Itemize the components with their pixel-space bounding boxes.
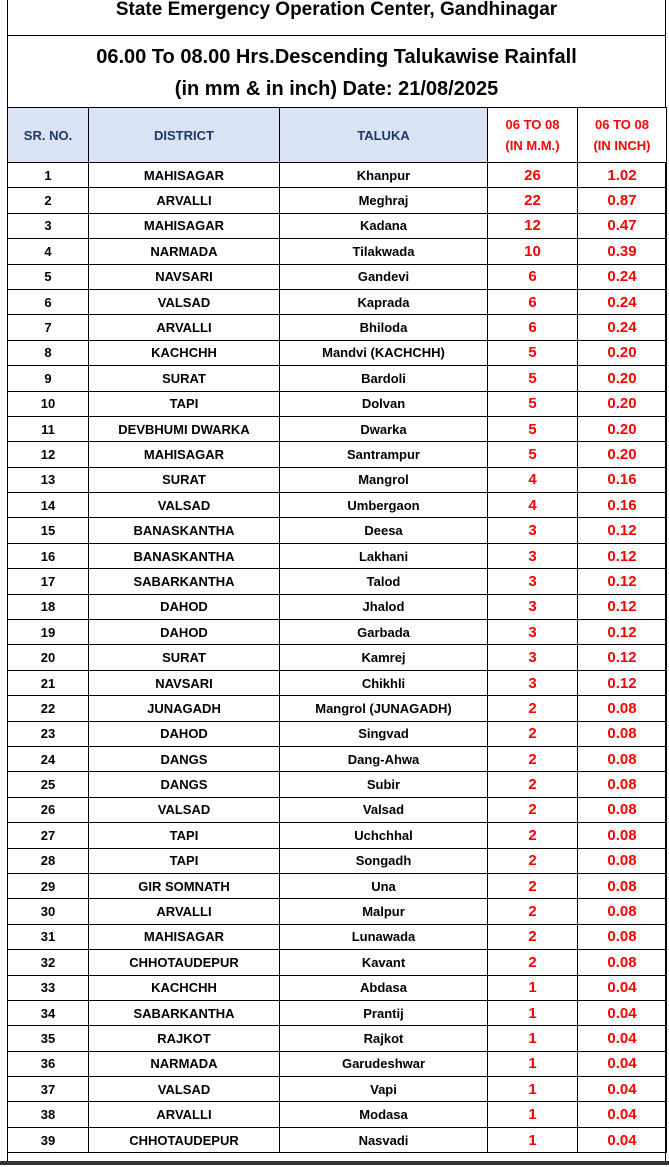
table-row <box>8 340 667 365</box>
cell-district: RAJKOT <box>89 1026 280 1051</box>
cell-rain-mm: 3 <box>488 670 578 695</box>
cell-rain-inch: 0.12 <box>578 518 667 543</box>
cell-sr-no: 8 <box>8 340 89 365</box>
cell-sr-no: 37 <box>8 1077 89 1102</box>
cell-taluka: Lakhani <box>280 543 488 568</box>
cell-sr-no: 17 <box>8 569 89 594</box>
cell-taluka: Garbada <box>280 620 488 645</box>
table-row <box>8 315 667 340</box>
cell-taluka: Valsad <box>280 797 488 822</box>
cell-rain-inch: 0.12 <box>578 670 667 695</box>
table-row <box>8 289 667 314</box>
cell-district: SURAT <box>89 467 280 492</box>
cell-rain-inch: 0.04 <box>578 1127 667 1152</box>
table-row <box>8 873 667 898</box>
cell-rain-inch: 0.12 <box>578 620 667 645</box>
cell-rain-mm: 2 <box>488 797 578 822</box>
table-row <box>8 746 667 771</box>
cell-rain-inch: 0.08 <box>578 746 667 771</box>
cell-rain-inch: 0.87 <box>578 188 667 213</box>
cell-taluka: Rajkot <box>280 1026 488 1051</box>
cell-sr-no: 9 <box>8 366 89 391</box>
cell-taluka: Malpur <box>280 899 488 924</box>
cell-sr-no: 25 <box>8 772 89 797</box>
table-row <box>8 924 667 949</box>
table-row <box>8 1102 667 1127</box>
cell-rain-mm: 2 <box>488 924 578 949</box>
table-row <box>8 721 667 746</box>
cell-taluka: Prantij <box>280 1000 488 1025</box>
cell-rain-inch: 0.04 <box>578 1026 667 1051</box>
cell-sr-no: 20 <box>8 645 89 670</box>
cell-rain-mm: 3 <box>488 594 578 619</box>
cell-sr-no: 21 <box>8 670 89 695</box>
cell-district: BANASKANTHA <box>89 543 280 568</box>
cell-taluka: Meghraj <box>280 188 488 213</box>
cell-taluka: Singvad <box>280 721 488 746</box>
cell-taluka: Songadh <box>280 848 488 873</box>
cell-sr-no: 23 <box>8 721 89 746</box>
cell-rain-inch: 0.20 <box>578 442 667 467</box>
cell-rain-inch: 0.08 <box>578 823 667 848</box>
cell-taluka: Abdasa <box>280 975 488 1000</box>
header-row <box>8 108 667 163</box>
cell-taluka: Bardoli <box>280 366 488 391</box>
table-row <box>8 645 667 670</box>
col-header-mm-line1: 06 TO 08 <box>505 117 560 132</box>
cell-sr-no: 7 <box>8 315 89 340</box>
cell-sr-no: 11 <box>8 416 89 441</box>
cell-rain-mm: 1 <box>488 975 578 1000</box>
report-title-line2: (in mm & in inch) Date: 21/08/2025 <box>174 78 499 100</box>
cell-rain-mm: 2 <box>488 721 578 746</box>
cell-district: SURAT <box>89 366 280 391</box>
cell-rain-inch: 0.04 <box>578 1102 667 1127</box>
cell-district: TAPI <box>89 848 280 873</box>
cell-taluka: Kamrej <box>280 645 488 670</box>
cell-district: ARVALLI <box>89 899 280 924</box>
cell-taluka: Bhiloda <box>280 315 488 340</box>
cell-rain-mm: 3 <box>488 518 578 543</box>
cell-taluka: Kadana <box>280 213 488 238</box>
cell-rain-mm: 4 <box>488 493 578 518</box>
cell-sr-no: 32 <box>8 950 89 975</box>
table-row <box>8 1026 667 1051</box>
cell-taluka: Chikhli <box>280 670 488 695</box>
cell-rain-inch: 0.08 <box>578 721 667 746</box>
cell-sr-no: 19 <box>8 620 89 645</box>
table-row <box>8 620 667 645</box>
cell-taluka: Jhalod <box>280 594 488 619</box>
table-row <box>8 416 667 441</box>
cell-rain-inch: 0.20 <box>578 340 667 365</box>
table-row <box>8 670 667 695</box>
table-row <box>8 163 667 188</box>
cell-district: BANASKANTHA <box>89 518 280 543</box>
cell-rain-mm: 1 <box>488 1000 578 1025</box>
cell-district: VALSAD <box>89 289 280 314</box>
table-row <box>8 543 667 568</box>
cell-sr-no: 4 <box>8 239 89 264</box>
cell-district: VALSAD <box>89 797 280 822</box>
cell-district: DAHOD <box>89 721 280 746</box>
cell-district: VALSAD <box>89 493 280 518</box>
cell-district: DAHOD <box>89 594 280 619</box>
col-header-inch <box>578 108 667 163</box>
table-row <box>8 518 667 543</box>
cell-sr-no: 33 <box>8 975 89 1000</box>
cell-taluka: Subir <box>280 772 488 797</box>
cell-district: SABARKANTHA <box>89 1000 280 1025</box>
cell-taluka: Lunawada <box>280 924 488 949</box>
table-row <box>8 1000 667 1025</box>
cell-rain-mm: 3 <box>488 645 578 670</box>
cell-rain-mm: 5 <box>488 416 578 441</box>
cell-rain-mm: 5 <box>488 340 578 365</box>
table-row <box>8 950 667 975</box>
cell-district: ARVALLI <box>89 1102 280 1127</box>
report-title <box>7 36 666 108</box>
col-header-mm <box>488 108 578 163</box>
cell-rain-inch: 0.08 <box>578 696 667 721</box>
col-header-district: DISTRICT <box>89 108 280 163</box>
cell-taluka: Nasvadi <box>280 1127 488 1152</box>
cell-rain-mm: 6 <box>488 315 578 340</box>
cell-sr-no: 22 <box>8 696 89 721</box>
cell-district: TAPI <box>89 391 280 416</box>
cell-district: DANGS <box>89 746 280 771</box>
cell-sr-no: 5 <box>8 264 89 289</box>
org-title <box>7 0 666 36</box>
table-row <box>8 848 667 873</box>
cell-taluka: Santrampur <box>280 442 488 467</box>
cell-sr-no: 28 <box>8 848 89 873</box>
cell-rain-mm: 5 <box>488 442 578 467</box>
cell-rain-inch: 0.04 <box>578 1051 667 1076</box>
cell-rain-mm: 2 <box>488 950 578 975</box>
cell-rain-mm: 10 <box>488 239 578 264</box>
col-header-sr-no: SR. NO. <box>8 108 89 163</box>
cell-district: JUNAGADH <box>89 696 280 721</box>
cell-sr-no: 12 <box>8 442 89 467</box>
cell-rain-inch: 0.04 <box>578 1000 667 1025</box>
cell-sr-no: 34 <box>8 1000 89 1025</box>
cell-rain-mm: 2 <box>488 772 578 797</box>
cell-taluka: Dolvan <box>280 391 488 416</box>
cell-taluka: Uchchhal <box>280 823 488 848</box>
cell-district: MAHISAGAR <box>89 442 280 467</box>
table-row <box>8 696 667 721</box>
cell-sr-no: 15 <box>8 518 89 543</box>
cell-rain-inch: 0.08 <box>578 924 667 949</box>
cell-taluka: Mandvi (KACHCHH) <box>280 340 488 365</box>
cell-rain-mm: 2 <box>488 873 578 898</box>
cell-rain-mm: 2 <box>488 848 578 873</box>
col-header-inch-line2: (IN INCH) <box>593 138 651 153</box>
col-header-mm-line2: (IN M.M.) <box>505 138 560 153</box>
cell-rain-inch: 0.39 <box>578 239 667 264</box>
org-title-text: State Emergency Operation Center, Gandhinagar <box>115 0 558 20</box>
cell-rain-mm: 1 <box>488 1026 578 1051</box>
cell-district: MAHISAGAR <box>89 163 280 188</box>
report-title-line1: 06.00 To 08.00 Hrs.Descending Talukawise Rainfall <box>96 46 577 68</box>
cell-sr-no: 35 <box>8 1026 89 1051</box>
cell-sr-no: 3 <box>8 213 89 238</box>
cell-sr-no: 16 <box>8 543 89 568</box>
cell-rain-inch: 0.20 <box>578 366 667 391</box>
cell-taluka: Kavant <box>280 950 488 975</box>
cell-rain-inch: 0.08 <box>578 873 667 898</box>
cell-sr-no: 1 <box>8 163 89 188</box>
cell-rain-mm: 4 <box>488 467 578 492</box>
cell-rain-inch: 0.16 <box>578 493 667 518</box>
table-row <box>8 569 667 594</box>
cell-taluka: Garudeshwar <box>280 1051 488 1076</box>
cell-taluka: Vapi <box>280 1077 488 1102</box>
table-row <box>8 1127 667 1152</box>
cell-sr-no: 14 <box>8 493 89 518</box>
cell-rain-mm: 2 <box>488 746 578 771</box>
cell-rain-inch: 0.12 <box>578 594 667 619</box>
cell-taluka: Umbergaon <box>280 493 488 518</box>
table-row <box>8 467 667 492</box>
table-row <box>8 239 667 264</box>
cell-district: GIR SOMNATH <box>89 873 280 898</box>
cell-rain-mm: 6 <box>488 264 578 289</box>
table-row <box>8 1051 667 1076</box>
cell-rain-inch: 0.08 <box>578 899 667 924</box>
cell-rain-mm: 1 <box>488 1127 578 1152</box>
cell-district: SABARKANTHA <box>89 569 280 594</box>
cell-rain-mm: 1 <box>488 1102 578 1127</box>
cell-sr-no: 39 <box>8 1127 89 1152</box>
cell-rain-inch: 0.04 <box>578 1077 667 1102</box>
table-header <box>8 108 667 163</box>
cell-sr-no: 27 <box>8 823 89 848</box>
cell-sr-no: 38 <box>8 1102 89 1127</box>
cell-rain-inch: 0.04 <box>578 975 667 1000</box>
cell-taluka: Dang-Ahwa <box>280 746 488 771</box>
cell-district: DEVBHUMI DWARKA <box>89 416 280 441</box>
cell-sr-no: 29 <box>8 873 89 898</box>
table-row <box>8 264 667 289</box>
cell-taluka: Dwarka <box>280 416 488 441</box>
cell-rain-mm: 1 <box>488 1051 578 1076</box>
table-row <box>8 213 667 238</box>
cell-sr-no: 36 <box>8 1051 89 1076</box>
cell-rain-mm: 12 <box>488 213 578 238</box>
cell-taluka: Tilakwada <box>280 239 488 264</box>
cell-district: VALSAD <box>89 1077 280 1102</box>
cell-district: NARMADA <box>89 1051 280 1076</box>
cell-rain-inch: 0.20 <box>578 416 667 441</box>
cell-sr-no: 13 <box>8 467 89 492</box>
cell-district: MAHISAGAR <box>89 213 280 238</box>
cell-district: MAHISAGAR <box>89 924 280 949</box>
cell-sr-no: 18 <box>8 594 89 619</box>
cell-taluka: Kaprada <box>280 289 488 314</box>
cell-rain-inch: 0.08 <box>578 772 667 797</box>
cell-rain-mm: 2 <box>488 899 578 924</box>
cell-rain-inch: 0.08 <box>578 848 667 873</box>
cell-district: ARVALLI <box>89 315 280 340</box>
table-row <box>8 823 667 848</box>
cell-rain-mm: 6 <box>488 289 578 314</box>
cell-rain-inch: 0.24 <box>578 264 667 289</box>
cell-rain-mm: 3 <box>488 543 578 568</box>
col-header-taluka: TALUKA <box>280 108 488 163</box>
cell-district: NAVSARI <box>89 670 280 695</box>
cell-district: NARMADA <box>89 239 280 264</box>
table-row <box>8 366 667 391</box>
cell-rain-inch: 0.24 <box>578 315 667 340</box>
cell-sr-no: 10 <box>8 391 89 416</box>
cell-district: DANGS <box>89 772 280 797</box>
table-row <box>8 772 667 797</box>
cell-rain-inch: 0.24 <box>578 289 667 314</box>
col-header-inch-line1: 06 TO 08 <box>595 117 649 132</box>
table-body <box>8 163 667 1153</box>
cell-rain-mm: 2 <box>488 823 578 848</box>
table-row <box>8 797 667 822</box>
table-row <box>8 1077 667 1102</box>
cell-rain-inch: 0.47 <box>578 213 667 238</box>
cell-district: DAHOD <box>89 620 280 645</box>
cell-rain-inch: 1.02 <box>578 163 667 188</box>
cell-rain-mm: 26 <box>488 163 578 188</box>
cell-district: TAPI <box>89 823 280 848</box>
cell-district: KACHCHH <box>89 975 280 1000</box>
cell-district: CHHOTAUDEPUR <box>89 950 280 975</box>
cell-rain-inch: 0.16 <box>578 467 667 492</box>
cell-taluka: Una <box>280 873 488 898</box>
table-row <box>8 594 667 619</box>
table-row <box>8 391 667 416</box>
cell-rain-inch: 0.20 <box>578 391 667 416</box>
cell-sr-no: 26 <box>8 797 89 822</box>
cell-rain-inch: 0.08 <box>578 950 667 975</box>
cell-taluka: Talod <box>280 569 488 594</box>
table-row <box>8 899 667 924</box>
table-row <box>8 975 667 1000</box>
cell-district: ARVALLI <box>89 188 280 213</box>
cell-rain-mm: 2 <box>488 696 578 721</box>
rainfall-table <box>7 107 667 1153</box>
cell-rain-mm: 1 <box>488 1077 578 1102</box>
cell-sr-no: 31 <box>8 924 89 949</box>
cell-taluka: Deesa <box>280 518 488 543</box>
cell-rain-mm: 5 <box>488 391 578 416</box>
cell-sr-no: 24 <box>8 746 89 771</box>
cell-sr-no: 30 <box>8 899 89 924</box>
cell-taluka: Gandevi <box>280 264 488 289</box>
cell-district: NAVSARI <box>89 264 280 289</box>
cell-district: KACHCHH <box>89 340 280 365</box>
cell-taluka: Khanpur <box>280 163 488 188</box>
cell-sr-no: 2 <box>8 188 89 213</box>
table-row <box>8 493 667 518</box>
cell-rain-inch: 0.12 <box>578 569 667 594</box>
cell-district: SURAT <box>89 645 280 670</box>
cell-sr-no: 6 <box>8 289 89 314</box>
cell-rain-mm: 3 <box>488 569 578 594</box>
cell-taluka: Mangrol <box>280 467 488 492</box>
cell-rain-mm: 22 <box>488 188 578 213</box>
bottom-border <box>0 1161 669 1165</box>
cell-district: CHHOTAUDEPUR <box>89 1127 280 1152</box>
cell-rain-mm: 5 <box>488 366 578 391</box>
cell-taluka: Modasa <box>280 1102 488 1127</box>
table-row <box>8 188 667 213</box>
cell-taluka: Mangrol (JUNAGADH) <box>280 696 488 721</box>
table-row <box>8 442 667 467</box>
cell-rain-inch: 0.12 <box>578 645 667 670</box>
cell-rain-mm: 3 <box>488 620 578 645</box>
cell-rain-inch: 0.12 <box>578 543 667 568</box>
cell-rain-inch: 0.08 <box>578 797 667 822</box>
